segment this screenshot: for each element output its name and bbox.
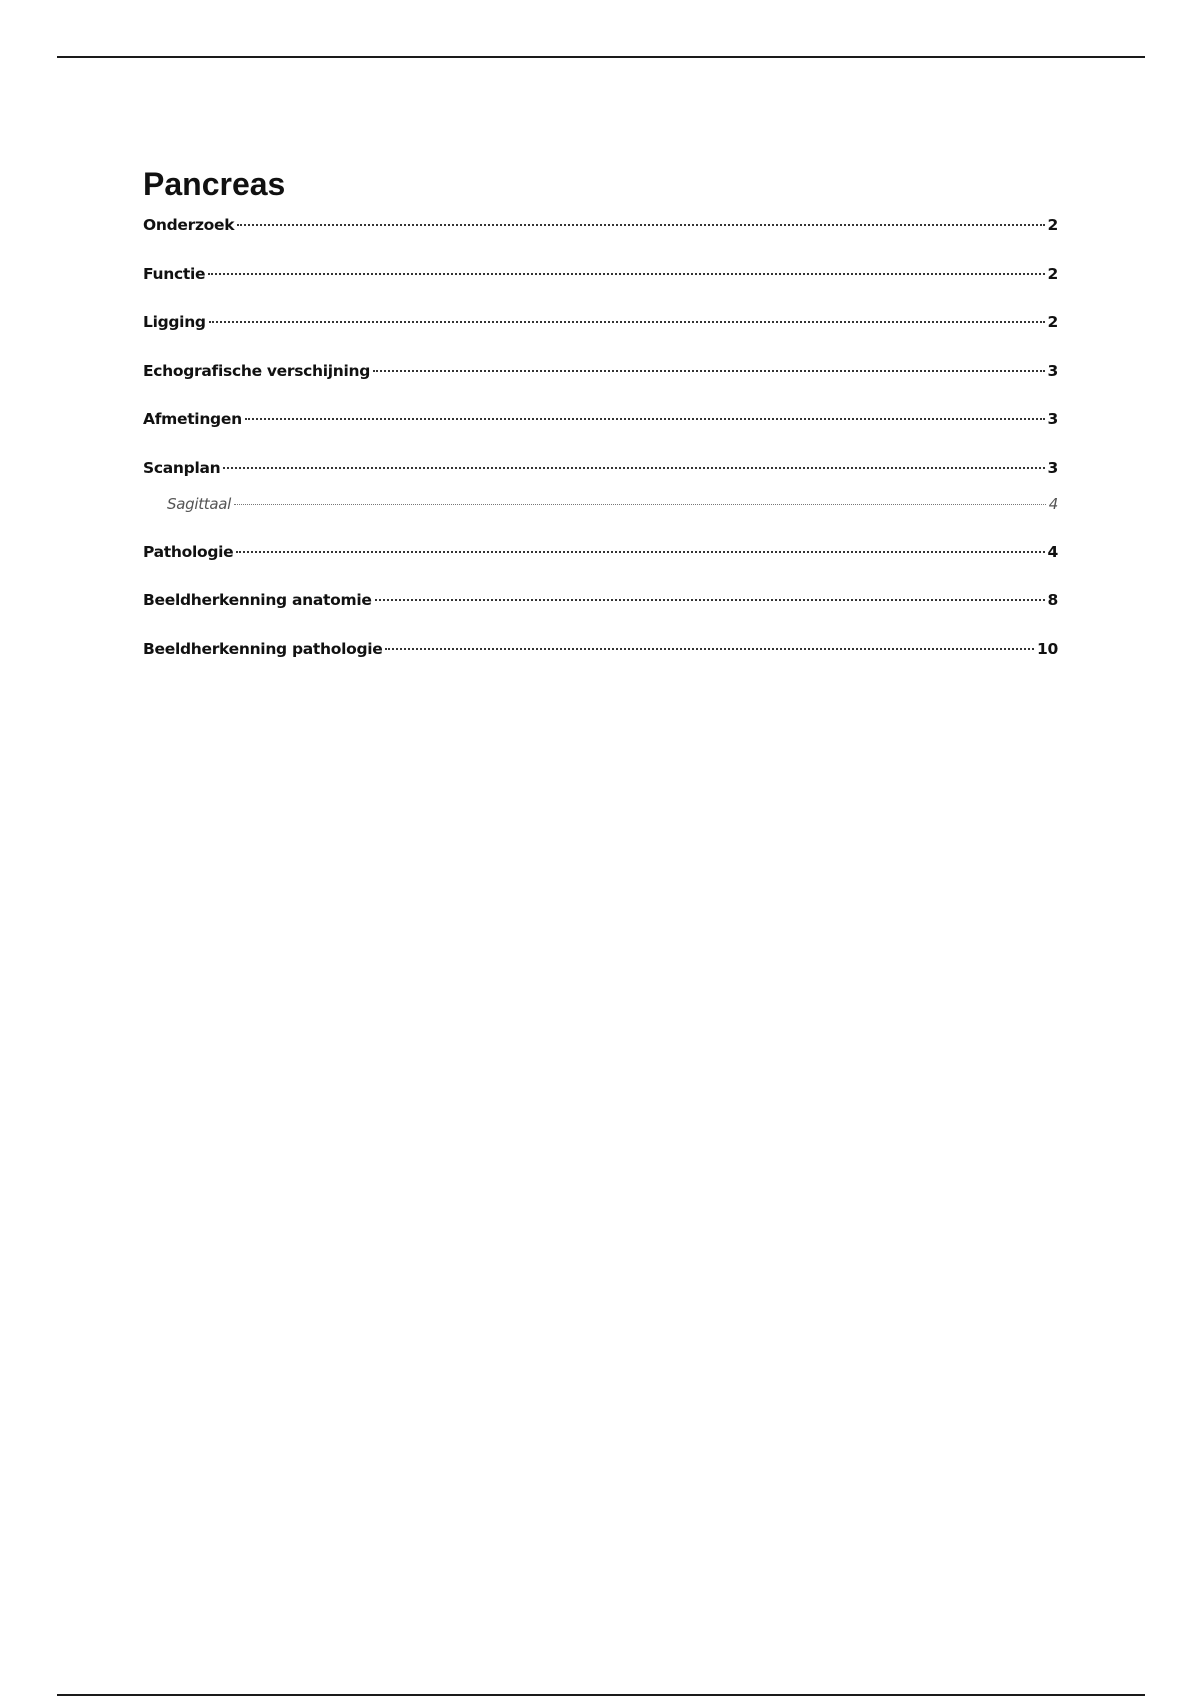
toc-entry-label: Beeldherkenning anatomie [143,591,372,609]
toc-entry-onderzoek[interactable] [143,214,1058,236]
toc-entry-afmetingen[interactable] [143,408,1058,430]
toc-entry-label: Beeldherkenning pathologie [143,639,383,658]
toc-dot-leader [245,418,1045,420]
toc-page-number: 4 [1047,542,1058,561]
document-title: Pancreas [143,166,286,202]
toc-dot-leader [223,467,1044,469]
toc-page-number: 4 [1048,494,1058,513]
toc-entry-functie[interactable] [143,263,1058,285]
toc-dot-leader [234,504,1046,505]
toc-entry-label: Sagittaal [167,494,232,513]
toc-entry-label: Afmetingen [143,410,242,428]
toc-dot-leader [373,370,1044,372]
toc-page-number: 2 [1047,264,1058,283]
toc-entry-beeldherkenning-anatomie[interactable] [143,589,1058,611]
toc-page-number: 3 [1047,361,1058,380]
header-rule [57,56,1145,58]
toc-entry-label: Echografische verschijning [143,361,371,380]
toc-entry-label: Onderzoek [143,216,235,234]
toc-entry-beeldherkenning-pathologie[interactable] [143,638,1058,660]
toc-entry-label: Pathologie [143,542,234,561]
toc-dot-leader [385,648,1034,650]
toc-page-number: 3 [1047,458,1058,477]
toc-dot-leader [375,599,1045,601]
table-of-contents [143,214,1058,660]
toc-entry-label: Functie [143,264,206,283]
footer-rule [57,1694,1145,1696]
toc-entry-ligging[interactable] [143,311,1058,333]
toc-subentry-sagittaal[interactable] [143,493,1058,515]
toc-page-number: 8 [1047,591,1058,609]
toc-dot-leader [209,321,1045,323]
toc-page-number: 2 [1047,216,1058,234]
toc-entry-echografische-verschijning[interactable] [143,360,1058,382]
toc-page-number: 3 [1047,410,1058,428]
toc-page-number: 10 [1037,639,1058,658]
toc-dot-leader [208,273,1044,275]
toc-entry-label: Scanplan [143,458,221,477]
toc-entry-scanplan[interactable] [143,457,1058,479]
toc-entry-label: Ligging [143,313,206,331]
toc-entry-pathologie[interactable] [143,541,1058,563]
document-body [143,160,1058,660]
toc-dot-leader [236,551,1044,553]
toc-dot-leader [237,224,1044,226]
toc-page-number: 2 [1047,313,1058,331]
